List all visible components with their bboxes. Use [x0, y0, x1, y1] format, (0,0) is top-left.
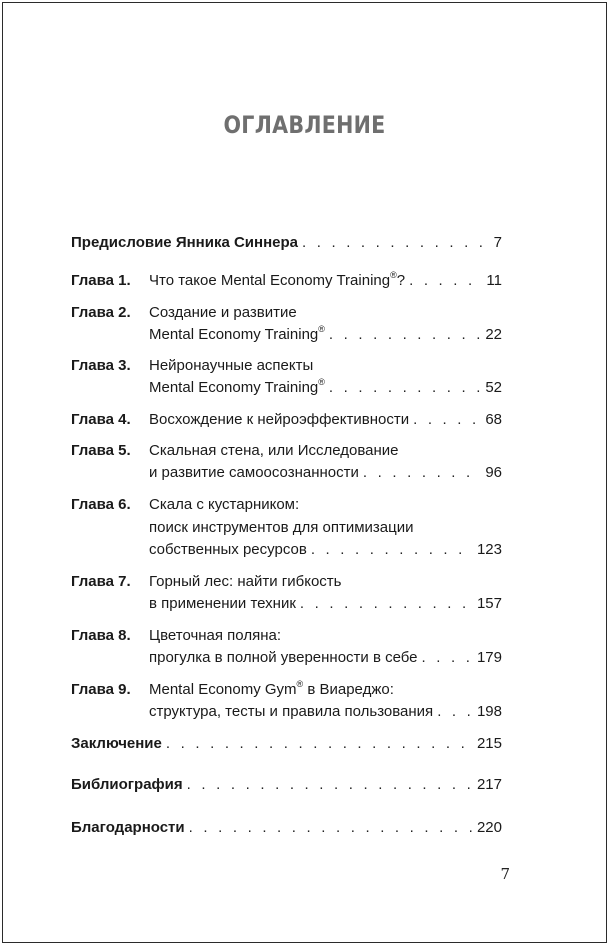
- toc-page-number: 123: [476, 541, 502, 558]
- toc-entry-bibliography[interactable]: [71, 774, 502, 796]
- toc-entry-chapter-4[interactable]: [71, 409, 502, 431]
- dot-leader: [185, 817, 473, 839]
- toc-page-number: 198: [476, 703, 502, 720]
- toc-entry-chapter-1[interactable]: [71, 270, 502, 292]
- dot-leader: [418, 647, 473, 669]
- chapter-title-line: Нейронаучные аспекты: [149, 357, 314, 374]
- dot-leader: [162, 733, 473, 755]
- dot-leader: [183, 774, 473, 796]
- dot-leader: [359, 462, 481, 484]
- dot-leader: [298, 232, 490, 254]
- toc-label: Предисловие Янника Синнера: [71, 234, 298, 251]
- dot-leader: [433, 701, 473, 723]
- chapter-title-line: Цветочная поляна:: [149, 627, 281, 644]
- chapter-title-line: Скальная стена, или Исследование: [149, 442, 399, 459]
- folio-page-number: 7: [500, 865, 510, 883]
- toc-page-number: 7: [493, 234, 502, 251]
- chapter-title-line: Создание и развитие: [149, 304, 297, 321]
- toc-entry-conclusion[interactable]: [71, 733, 502, 755]
- toc-page-number: 68: [485, 411, 502, 428]
- chapter-label: Глава 6.: [71, 496, 131, 513]
- toc-page-number: 215: [476, 735, 502, 752]
- dot-leader: [325, 377, 481, 399]
- toc-page-number: 157: [476, 595, 502, 612]
- toc-page-number: 217: [476, 776, 502, 793]
- toc-label: Благодарности: [71, 819, 185, 836]
- chapter-label: Глава 9.: [71, 681, 131, 698]
- chapter-label: Глава 7.: [71, 573, 131, 590]
- chapter-title-line: Горный лес: найти гибкость: [149, 573, 342, 590]
- chapter-title-last-line: Mental Economy Training® . . . 52: [149, 377, 502, 399]
- chapter-label: Глава 1.: [71, 272, 131, 289]
- toc-entry-acknowledgements[interactable]: [71, 817, 502, 839]
- page-title: ОГЛАВЛЕНИЕ: [223, 111, 386, 139]
- chapter-label: Глава 5.: [71, 442, 131, 459]
- toc-page-number: 22: [485, 326, 502, 343]
- chapter-title-last-line: в применении техник . . . 157: [149, 593, 502, 615]
- chapter-title: Что такое Mental Economy Training®?: [149, 270, 406, 289]
- toc-page-number: 96: [485, 464, 502, 481]
- chapter-title-last-line: прогулка в полной уверенности в себе . . . 179: [149, 647, 502, 669]
- chapter-title-line: Скала с кустарником:: [149, 496, 300, 513]
- book-page: [2, 2, 607, 943]
- chapter-title: Восхождение к нейроэффективности: [149, 411, 410, 428]
- chapter-label: Глава 8.: [71, 627, 131, 644]
- dot-leader: [409, 409, 481, 431]
- dot-leader: [325, 324, 481, 346]
- chapter-title-last-line: Mental Economy Training® . . . 22: [149, 324, 502, 346]
- toc-entry-preface[interactable]: [71, 232, 502, 254]
- chapter-label: Глава 4.: [71, 411, 131, 428]
- chapter-title-last-line: и развитие самоосознанности . . . 96: [149, 462, 502, 484]
- toc-label: Заключение: [71, 735, 162, 752]
- toc-label: Библиография: [71, 776, 183, 793]
- chapter-title-last-line: собственных ресурсов . . . 123: [149, 539, 502, 561]
- toc-page-number: 179: [476, 649, 502, 666]
- dot-leader: [296, 593, 473, 615]
- chapter-title-line: Mental Economy Gym® в Виареджо:: [149, 679, 394, 698]
- toc-page-number: 52: [485, 379, 502, 396]
- chapter-label: Глава 2.: [71, 304, 131, 321]
- chapter-title-line: поиск инструментов для оптимизации: [149, 519, 414, 536]
- toc-page-number: 220: [476, 819, 502, 836]
- dot-leader: [405, 270, 482, 292]
- chapter-title-last-line: структура, тесты и правила пользования . . . 198: [149, 701, 502, 723]
- toc-page-number: 11: [486, 272, 502, 289]
- chapter-label: Глава 3.: [71, 357, 131, 374]
- dot-leader: [307, 539, 473, 561]
